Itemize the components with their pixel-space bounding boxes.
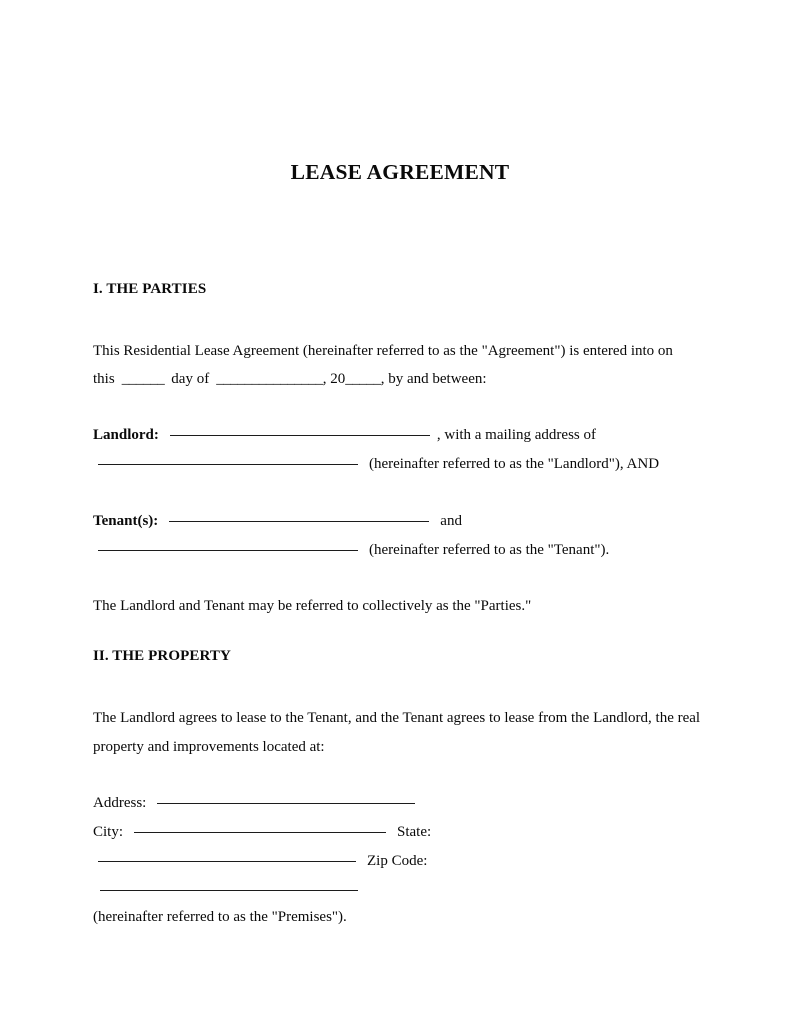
state-zip-line bbox=[98, 847, 427, 876]
landlord-mailing-address-text: , with a mailing address of bbox=[436, 427, 596, 443]
parties-intro-line-1: This Residential Lease Agreement (hereinafter referred to as the "Agreement") is entered into on bbox=[93, 343, 673, 359]
landlord-address-fill-line[interactable] bbox=[98, 464, 358, 465]
address-line bbox=[93, 789, 415, 818]
tenant-address-fill-line[interactable] bbox=[98, 550, 358, 551]
day-of-text: day of bbox=[171, 371, 210, 387]
tenant-name-fill-line[interactable] bbox=[169, 521, 429, 522]
tenant-and-text: and bbox=[440, 513, 462, 529]
landlord-hereinafter-text: (hereinafter referred to as the "Landlord"), AND bbox=[369, 456, 660, 472]
month-blank[interactable]: _______________ bbox=[216, 371, 323, 387]
zip-fill-line[interactable] bbox=[100, 890, 358, 891]
landlord-name-line bbox=[93, 421, 596, 450]
tenant-label: Tenant(s): bbox=[93, 513, 159, 529]
parties-intro-line-2 bbox=[93, 365, 487, 394]
premises-line: (hereinafter referred to as the "Premises"). bbox=[93, 909, 347, 925]
day-blank[interactable]: ______ bbox=[121, 371, 165, 387]
zip-fill-row bbox=[100, 876, 358, 905]
year-prefix-text: , 20 bbox=[322, 371, 346, 387]
tenant-address-line bbox=[98, 536, 609, 565]
this-text: this bbox=[93, 371, 115, 387]
tenant-hereinafter-text: (hereinafter referred to as the "Tenant"). bbox=[369, 542, 610, 558]
landlord-address-line bbox=[98, 450, 659, 479]
year-blank[interactable]: _____ bbox=[345, 371, 381, 387]
landlord-label: Landlord: bbox=[93, 427, 159, 443]
city-fill-line[interactable] bbox=[134, 832, 386, 833]
tenant-name-line bbox=[93, 507, 462, 536]
landlord-name-fill-line[interactable] bbox=[170, 435, 430, 436]
city-label: City: bbox=[93, 824, 124, 840]
page-title: LEASE AGREEMENT bbox=[290, 160, 510, 184]
city-state-line bbox=[93, 818, 431, 847]
zip-code-label: Zip Code: bbox=[367, 853, 428, 869]
section-heading-parties: I. THE PARTIES bbox=[93, 281, 207, 297]
section-heading-property: II. THE PROPERTY bbox=[93, 648, 231, 664]
state-label: State: bbox=[397, 824, 432, 840]
property-paragraph: The Landlord agrees to lease to the Tenant, and the Tenant agrees to lease from the Landlord, the real property and improvements located at: bbox=[93, 710, 701, 755]
address-fill-line[interactable] bbox=[157, 803, 415, 804]
state-fill-line[interactable] bbox=[98, 861, 356, 862]
parties-collective-line: The Landlord and Tenant may be referred to collectively as the "Parties." bbox=[93, 598, 532, 614]
address-label: Address: bbox=[93, 795, 147, 811]
by-and-between-text: , by and between: bbox=[380, 371, 487, 387]
